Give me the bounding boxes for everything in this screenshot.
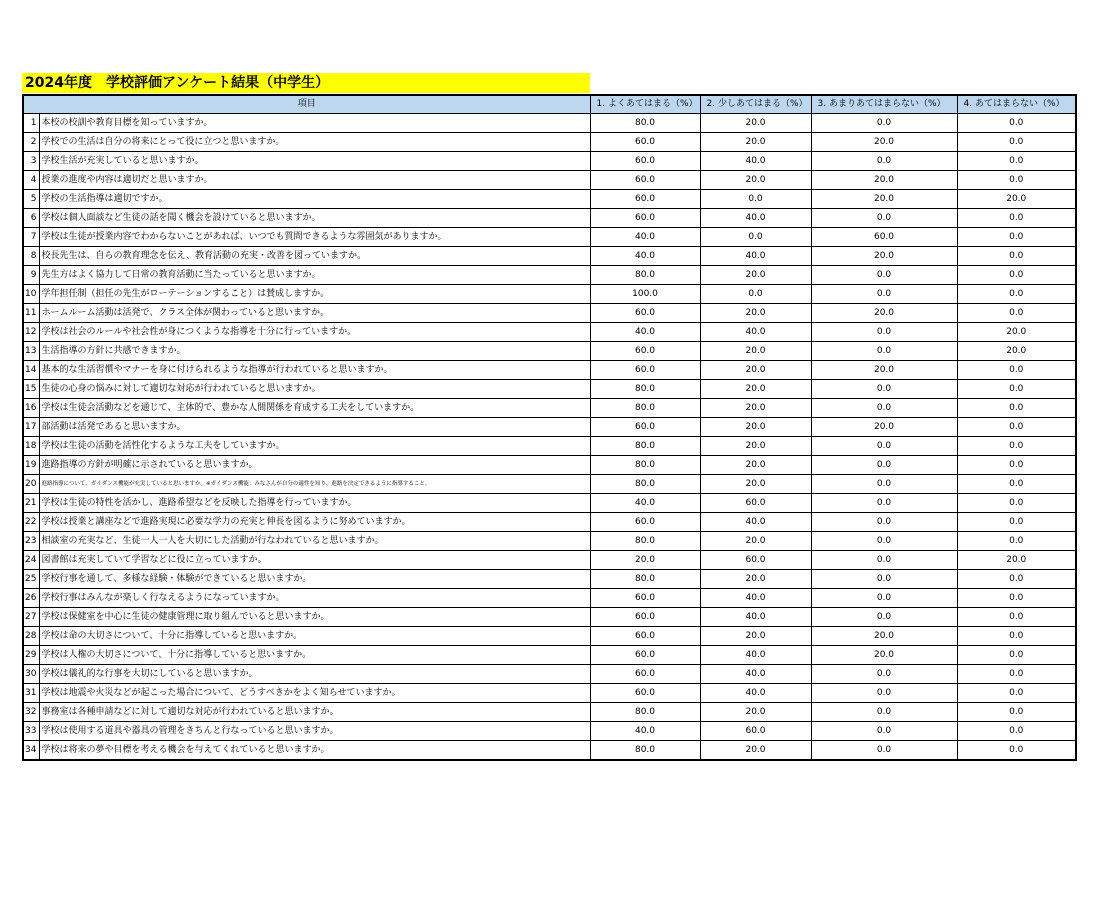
question-text: 学校での生活は自分の将来にとって役に立つと思いますか。: [39, 133, 590, 152]
value-col3: 20.0: [811, 190, 957, 209]
table-row: [23, 570, 1076, 589]
value-col4: 0.0: [957, 570, 1076, 589]
question-text: 本校の校訓や教育目標を知っていますか。: [39, 114, 590, 133]
value-col2: 40.0: [700, 323, 811, 342]
value-col4: 0.0: [957, 684, 1076, 703]
value-col3: 20.0: [811, 361, 957, 380]
value-col3: 0.0: [811, 323, 957, 342]
row-number: 5: [23, 190, 39, 209]
question-text: 相談室の充実など、生徒一人一人を大切にした活動が行なわれていると思いますか。: [39, 532, 590, 551]
value-col4: 0.0: [957, 608, 1076, 627]
value-col2: 60.0: [700, 494, 811, 513]
value-col1: 40.0: [590, 494, 700, 513]
table-row: [23, 190, 1076, 209]
header-item: 項目: [23, 95, 590, 114]
value-col4: 0.0: [957, 285, 1076, 304]
value-col1: 60.0: [590, 361, 700, 380]
value-col3: 20.0: [811, 627, 957, 646]
value-col3: 0.0: [811, 114, 957, 133]
value-col4: 0.0: [957, 646, 1076, 665]
question-text: 校長先生は、自らの教育理念を伝え、教育活動の充実・改善を図っていますか。: [39, 247, 590, 266]
value-col4: 0.0: [957, 247, 1076, 266]
table-row: [23, 646, 1076, 665]
table-row: [23, 323, 1076, 342]
value-col2: 40.0: [700, 589, 811, 608]
value-col2: 20.0: [700, 342, 811, 361]
row-number: 26: [23, 589, 39, 608]
value-col2: 20.0: [700, 171, 811, 190]
value-col4: 0.0: [957, 494, 1076, 513]
row-number: 1: [23, 114, 39, 133]
table-row: [23, 285, 1076, 304]
question-text: 学年担任制（担任の先生がローテーションすること）は賛成しますか。: [39, 285, 590, 304]
value-col2: 0.0: [700, 285, 811, 304]
value-col2: 0.0: [700, 190, 811, 209]
value-col1: 40.0: [590, 323, 700, 342]
value-col1: 80.0: [590, 475, 700, 494]
value-col4: 0.0: [957, 171, 1076, 190]
question-text: 生活指導の方針に共感できますか。: [39, 342, 590, 361]
value-col4: 20.0: [957, 190, 1076, 209]
table-row: [23, 304, 1076, 323]
header-col2: 2. 少しあてはまる（%）: [700, 95, 811, 114]
row-number: 8: [23, 247, 39, 266]
question-text: 事務室は各種申請などに対して適切な対応が行われていると思いますか。: [39, 703, 590, 722]
value-col2: 20.0: [700, 703, 811, 722]
row-number: 2: [23, 133, 39, 152]
value-col3: 0.0: [811, 285, 957, 304]
question-text: 学校は儀礼的な行事を大切にしていると思いますか。: [39, 665, 590, 684]
value-col4: 0.0: [957, 627, 1076, 646]
table-row: [23, 133, 1076, 152]
row-number: 20: [23, 475, 39, 494]
value-col3: 0.0: [811, 722, 957, 741]
value-col2: 20.0: [700, 399, 811, 418]
value-col2: 20.0: [700, 627, 811, 646]
value-col4: 0.0: [957, 228, 1076, 247]
value-col3: 0.0: [811, 665, 957, 684]
value-col2: 40.0: [700, 665, 811, 684]
value-col2: 40.0: [700, 684, 811, 703]
question-text: 学校は生徒の活動を活性化するような工夫をしていますか。: [39, 437, 590, 456]
value-col3: 0.0: [811, 494, 957, 513]
table-row: [23, 152, 1076, 171]
value-col1: 60.0: [590, 646, 700, 665]
question-text: 学校行事を通して、多様な経験・体験ができていると思いますか。: [39, 570, 590, 589]
value-col1: 80.0: [590, 456, 700, 475]
row-number: 12: [23, 323, 39, 342]
table-row: [23, 361, 1076, 380]
row-number: 7: [23, 228, 39, 247]
value-col1: 60.0: [590, 684, 700, 703]
question-text: 学校は個人面談など生徒の話を聞く機会を設けていると思いますか。: [39, 209, 590, 228]
value-col4: 0.0: [957, 304, 1076, 323]
value-col1: 60.0: [590, 513, 700, 532]
table-row: [23, 513, 1076, 532]
row-number: 27: [23, 608, 39, 627]
row-number: 22: [23, 513, 39, 532]
value-col1: 20.0: [590, 551, 700, 570]
question-text: 生徒の心身の悩みに対して適切な対応が行われていると思いますか。: [39, 380, 590, 399]
table-row: [23, 532, 1076, 551]
row-number: 17: [23, 418, 39, 437]
value-col4: 20.0: [957, 342, 1076, 361]
value-col4: 0.0: [957, 475, 1076, 494]
value-col2: 40.0: [700, 247, 811, 266]
question-text: 基本的な生活習慣やマナーを身に付けられるような指導が行われていると思いますか。: [39, 361, 590, 380]
value-col1: 40.0: [590, 228, 700, 247]
value-col3: 20.0: [811, 646, 957, 665]
value-col3: 0.0: [811, 437, 957, 456]
value-col1: 60.0: [590, 665, 700, 684]
table-row: [23, 247, 1076, 266]
value-col2: 40.0: [700, 513, 811, 532]
question-text: 学校は命の大切さについて、十分に指導していると思いますか。: [39, 627, 590, 646]
value-col1: 40.0: [590, 247, 700, 266]
table-row: [23, 608, 1076, 627]
table-row: [23, 684, 1076, 703]
question-text: 図書館は充実していて学習などに役に立っていますか。: [39, 551, 590, 570]
row-number: 3: [23, 152, 39, 171]
question-text: 学校は生徒が授業内容でわからないことがあれば、いつでも質問できるような雰囲気がありますか。: [39, 228, 590, 247]
row-number: 33: [23, 722, 39, 741]
value-col1: 60.0: [590, 209, 700, 228]
question-text: 学校は生徒の特性を活かし、進路希望などを反映した指導を行っていますか。: [39, 494, 590, 513]
value-col1: 80.0: [590, 741, 700, 761]
row-number: 28: [23, 627, 39, 646]
value-col1: 60.0: [590, 152, 700, 171]
table-row: [23, 437, 1076, 456]
value-col1: 80.0: [590, 114, 700, 133]
value-col3: 0.0: [811, 532, 957, 551]
value-col4: 0.0: [957, 114, 1076, 133]
row-number: 21: [23, 494, 39, 513]
question-text: 先生方はよく協力して日常の教育活動に当たっていると思いますか。: [39, 266, 590, 285]
header-col3: 3. あまりあてはまらない（%）: [811, 95, 957, 114]
table-header-row: [23, 95, 1076, 114]
table-row: [23, 627, 1076, 646]
row-number: 11: [23, 304, 39, 323]
value-col2: 60.0: [700, 722, 811, 741]
row-number: 23: [23, 532, 39, 551]
value-col4: 0.0: [957, 532, 1076, 551]
table-row: [23, 399, 1076, 418]
value-col1: 80.0: [590, 380, 700, 399]
value-col2: 20.0: [700, 304, 811, 323]
table-row: [23, 456, 1076, 475]
value-col4: 0.0: [957, 722, 1076, 741]
value-col3: 0.0: [811, 266, 957, 285]
value-col4: 0.0: [957, 399, 1076, 418]
table-row: [23, 665, 1076, 684]
table-row: [23, 114, 1076, 133]
value-col2: 20.0: [700, 741, 811, 761]
row-number: 16: [23, 399, 39, 418]
value-col4: 0.0: [957, 152, 1076, 171]
table-row: [23, 551, 1076, 570]
row-number: 24: [23, 551, 39, 570]
value-col3: 0.0: [811, 456, 957, 475]
value-col4: 20.0: [957, 323, 1076, 342]
table-row: [23, 380, 1076, 399]
value-col4: 0.0: [957, 133, 1076, 152]
table-row: [23, 418, 1076, 437]
value-col1: 100.0: [590, 285, 700, 304]
value-col2: 20.0: [700, 456, 811, 475]
question-text: 学校は地震や火災などが起こった場合について、どうすべきかをよく知らせていますか。: [39, 684, 590, 703]
value-col3: 0.0: [811, 570, 957, 589]
question-text: 学校は授業と講座などで進路実現に必要な学力の充実と伸長を図るように努めていますか。: [39, 513, 590, 532]
value-col3: 20.0: [811, 171, 957, 190]
value-col1: 60.0: [590, 304, 700, 323]
row-number: 4: [23, 171, 39, 190]
row-number: 29: [23, 646, 39, 665]
value-col2: 20.0: [700, 475, 811, 494]
question-text: 学校は保健室を中心に生徒の健康管理に取り組んでいると思いますか。: [39, 608, 590, 627]
value-col1: 80.0: [590, 266, 700, 285]
value-col4: 0.0: [957, 209, 1076, 228]
table-row: [23, 741, 1076, 761]
table-row: [23, 475, 1076, 494]
row-number: 6: [23, 209, 39, 228]
value-col1: 80.0: [590, 703, 700, 722]
value-col1: 80.0: [590, 399, 700, 418]
value-col1: 60.0: [590, 627, 700, 646]
row-number: 30: [23, 665, 39, 684]
question-text: 授業の進度や内容は適切だと思いますか。: [39, 171, 590, 190]
row-number: 34: [23, 741, 39, 761]
value-col2: 20.0: [700, 266, 811, 285]
question-text: 学校は使用する道具や器具の管理をきちんと行なっていると思いますか。: [39, 722, 590, 741]
row-number: 18: [23, 437, 39, 456]
value-col4: 0.0: [957, 437, 1076, 456]
row-number: 14: [23, 361, 39, 380]
header-col1: 1. よくあてはまる（%）: [590, 95, 700, 114]
value-col4: 0.0: [957, 361, 1076, 380]
table-row: [23, 494, 1076, 513]
value-col2: 20.0: [700, 570, 811, 589]
question-text: 学校は社会のルールや社会性が身につくような指導を十分に行っていますか。: [39, 323, 590, 342]
table-row: [23, 228, 1076, 247]
value-col3: 0.0: [811, 589, 957, 608]
row-number: 32: [23, 703, 39, 722]
value-col3: 0.0: [811, 342, 957, 361]
value-col1: 80.0: [590, 437, 700, 456]
table-row: [23, 589, 1076, 608]
table-row: [23, 209, 1076, 228]
value-col3: 0.0: [811, 152, 957, 171]
table-row: [23, 171, 1076, 190]
value-col3: 0.0: [811, 703, 957, 722]
value-col2: 40.0: [700, 646, 811, 665]
value-col2: 20.0: [700, 437, 811, 456]
value-col2: 20.0: [700, 114, 811, 133]
table-row: [23, 266, 1076, 285]
row-number: 13: [23, 342, 39, 361]
value-col4: 0.0: [957, 456, 1076, 475]
question-text: 学校は人権の大切さについて、十分に指導していると思いますか。: [39, 646, 590, 665]
table-body: [23, 114, 1076, 761]
question-text: 学校の生活指導は適切ですか。: [39, 190, 590, 209]
value-col4: 20.0: [957, 551, 1076, 570]
value-col4: 0.0: [957, 380, 1076, 399]
value-col4: 0.0: [957, 418, 1076, 437]
question-text: 進路指導の方針が明確に示されていると思いますか。: [39, 456, 590, 475]
row-number: 15: [23, 380, 39, 399]
value-col3: 0.0: [811, 209, 957, 228]
question-text: 学校は生徒会活動などを通じて、主体的で、豊かな人間関係を育成する工夫をしていますか。: [39, 399, 590, 418]
value-col1: 60.0: [590, 133, 700, 152]
question-text: 進路指導について、ガイダンス機能が充実していると思いますか。※ガイダンス機能：みなさんが自分の適性を知り、進路を決定できるように指導すること。: [39, 475, 590, 494]
row-number: 10: [23, 285, 39, 304]
row-number: 31: [23, 684, 39, 703]
value-col2: 20.0: [700, 418, 811, 437]
page-title: 2024年度 学校評価アンケート結果（中学生）: [22, 73, 590, 93]
question-text: ホームルーム活動は活発で、クラス全体が関わっていると思いますか。: [39, 304, 590, 323]
question-text: 学校は将来の夢や目標を考える機会を与えてくれていると思いますか。: [39, 741, 590, 761]
value-col3: 20.0: [811, 247, 957, 266]
table-row: [23, 703, 1076, 722]
value-col2: 20.0: [700, 361, 811, 380]
value-col4: 0.0: [957, 266, 1076, 285]
row-number: 25: [23, 570, 39, 589]
value-col3: 0.0: [811, 380, 957, 399]
value-col3: 0.0: [811, 475, 957, 494]
value-col3: 0.0: [811, 399, 957, 418]
value-col1: 60.0: [590, 608, 700, 627]
table-row: [23, 342, 1076, 361]
question-text: 部活動は活発であると思いますか。: [39, 418, 590, 437]
value-col3: 0.0: [811, 741, 957, 761]
value-col4: 0.0: [957, 741, 1076, 761]
value-col2: 60.0: [700, 551, 811, 570]
value-col1: 80.0: [590, 532, 700, 551]
value-col3: 60.0: [811, 228, 957, 247]
value-col1: 40.0: [590, 722, 700, 741]
value-col4: 0.0: [957, 665, 1076, 684]
value-col1: 60.0: [590, 589, 700, 608]
value-col1: 80.0: [590, 570, 700, 589]
value-col1: 60.0: [590, 190, 700, 209]
question-text: 学校行事はみんなが楽しく行なえるようになっていますか。: [39, 589, 590, 608]
value-col4: 0.0: [957, 703, 1076, 722]
value-col2: 20.0: [700, 133, 811, 152]
row-number: 9: [23, 266, 39, 285]
value-col2: 40.0: [700, 152, 811, 171]
value-col1: 60.0: [590, 418, 700, 437]
value-col3: 20.0: [811, 304, 957, 323]
value-col3: 0.0: [811, 513, 957, 532]
value-col1: 60.0: [590, 171, 700, 190]
value-col2: 20.0: [700, 380, 811, 399]
value-col3: 20.0: [811, 418, 957, 437]
value-col4: 0.0: [957, 513, 1076, 532]
header-col4: 4. あてはまらない（%）: [957, 95, 1076, 114]
question-text: 学校生活が充実していると思いますか。: [39, 152, 590, 171]
survey-results-table: [22, 94, 1077, 761]
row-number: 19: [23, 456, 39, 475]
value-col2: 40.0: [700, 608, 811, 627]
value-col2: 0.0: [700, 228, 811, 247]
value-col2: 20.0: [700, 532, 811, 551]
value-col1: 60.0: [590, 342, 700, 361]
value-col3: 0.0: [811, 551, 957, 570]
value-col3: 0.0: [811, 684, 957, 703]
value-col4: 0.0: [957, 589, 1076, 608]
table-row: [23, 722, 1076, 741]
value-col2: 40.0: [700, 209, 811, 228]
value-col3: 20.0: [811, 133, 957, 152]
value-col3: 0.0: [811, 608, 957, 627]
